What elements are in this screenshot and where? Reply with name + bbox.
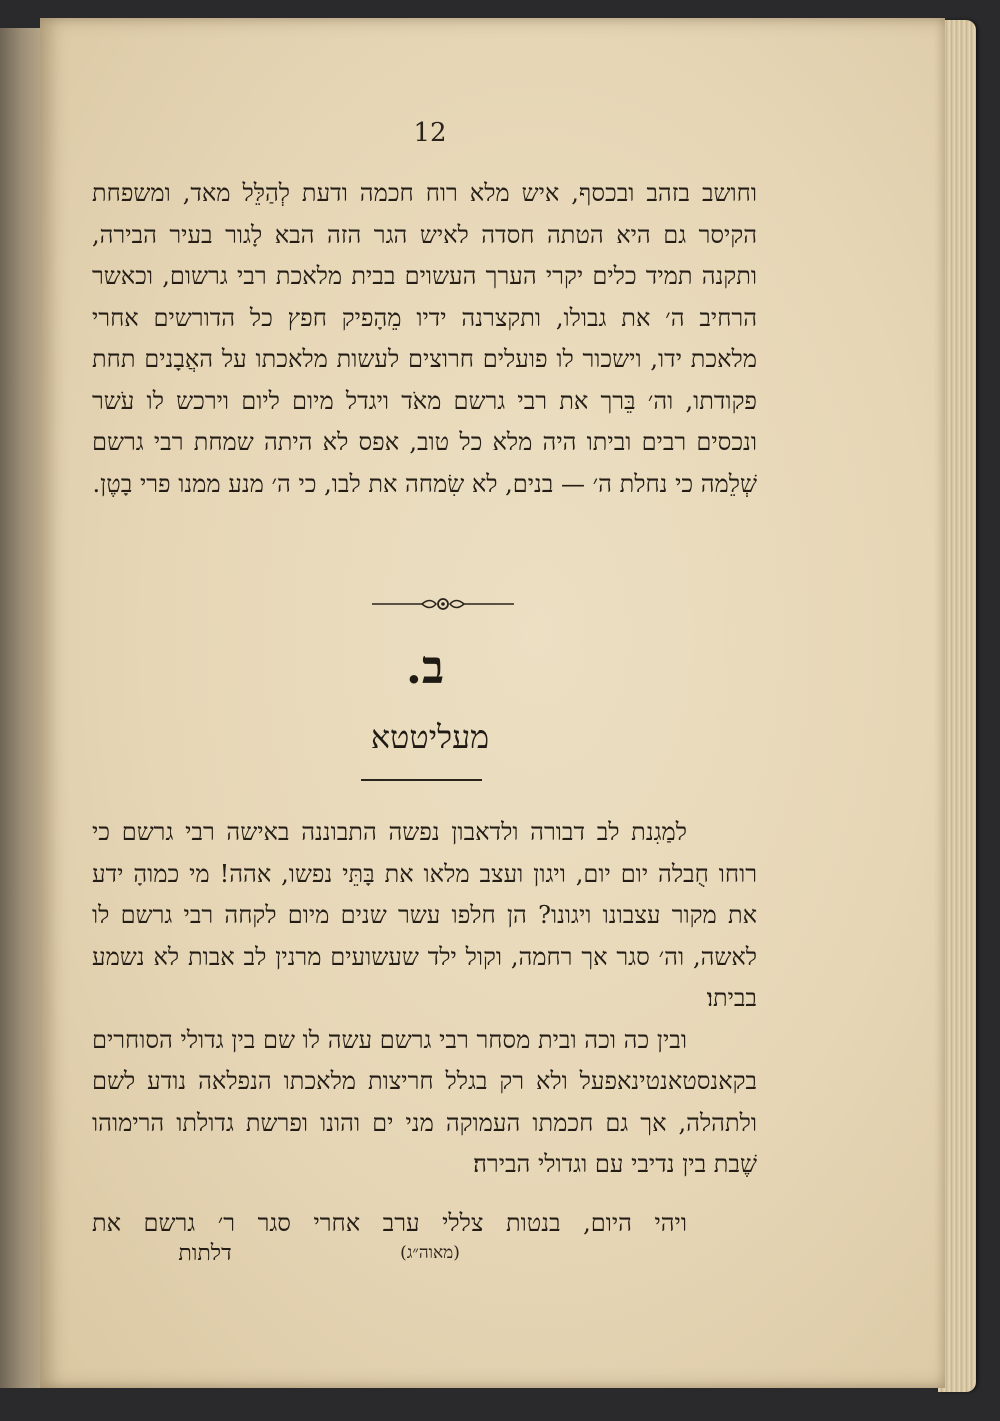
catchword: דלתות	[178, 1241, 232, 1266]
paragraph: וחושב בזהב ובכסף, איש מלא רוח חכמה ודעת לְהַלֵּל מאד, ומשפחת הקיסר גם היא הטתה חסדה לאיש הגר הזה הבא לָגור בעיר הבירה, ותקנה תמיד כלים יקרי הערך העשוים בבית מלאכת רבי גרשום, וכאשר הרחיב ה׳ את גבולו, ותקצרנה ידיו מֵהָפיק חפץ כל הדורשים אחרי מלאכת ידו, וישכור לו פועלים חרוצים לעשות מלאכתו על האֲבָנים תחת פקודתו, וה׳ בֵּרך את רבי גרשם מאֹד ויגדל מיום ליום וירכש לו עֹשר ונכסים רבים וביתו היה מלא כל טוב, אפס לא היתה שמחת רבי גרשם שְׁלֵמה כי נחלת ה׳ — בנים, לא שִׂמחה את לבו, כי ה׳ מנע ממנו פרי בָטֶן.	[92, 179, 757, 498]
chapter-title: מעליטטא	[370, 718, 490, 756]
text-block-bottom	[92, 812, 757, 1186]
signature-mark: (מאוה״ג)	[400, 1243, 460, 1263]
paragraph: ובין כה וכה ובית מסחר רבי גרשם עשה לו שם בין גדולי הסוחרים בקאנסטאנטינאפעל ולא רק בגלל חריצות מלאכתו הנפלאה נודע לשם ולתהלה, אך גם חכמתו העמוקה מני ים והונו ופרשת גדולתו הרימוהו שֶׁבת בין נדיבי עם וגדולי הבירה׃	[92, 1025, 757, 1178]
paragraph: למַגִנת לב דבורה ולדאבון נפשה התבוננה באישה רבי גרשם כי רוחו חֻבלה יום יום, ויגון ועצב מלאו את בָּתֵּי נפשו, אהה! מי כמוהָ ידע את מקור עצבונו ויגונו? הן חלפו עשר שנים מיום לקחה רבי גרשם לו לאשה, וה׳ סגר אך רחמה, וקול ילד שעשועים מרנין לב אבות לא נשמע בביתו׃	[92, 818, 757, 1012]
title-underline	[361, 779, 482, 781]
text-block-top	[92, 173, 757, 505]
page-number: 12	[413, 118, 447, 148]
facing-page-edge	[0, 28, 44, 1388]
chapter-letter: ב.	[405, 640, 445, 694]
last-line: ויהי היום, בנטות צללי ערב אחרי סגר ר׳ גרשם את	[92, 1209, 687, 1237]
ornament-divider-icon	[370, 593, 516, 615]
